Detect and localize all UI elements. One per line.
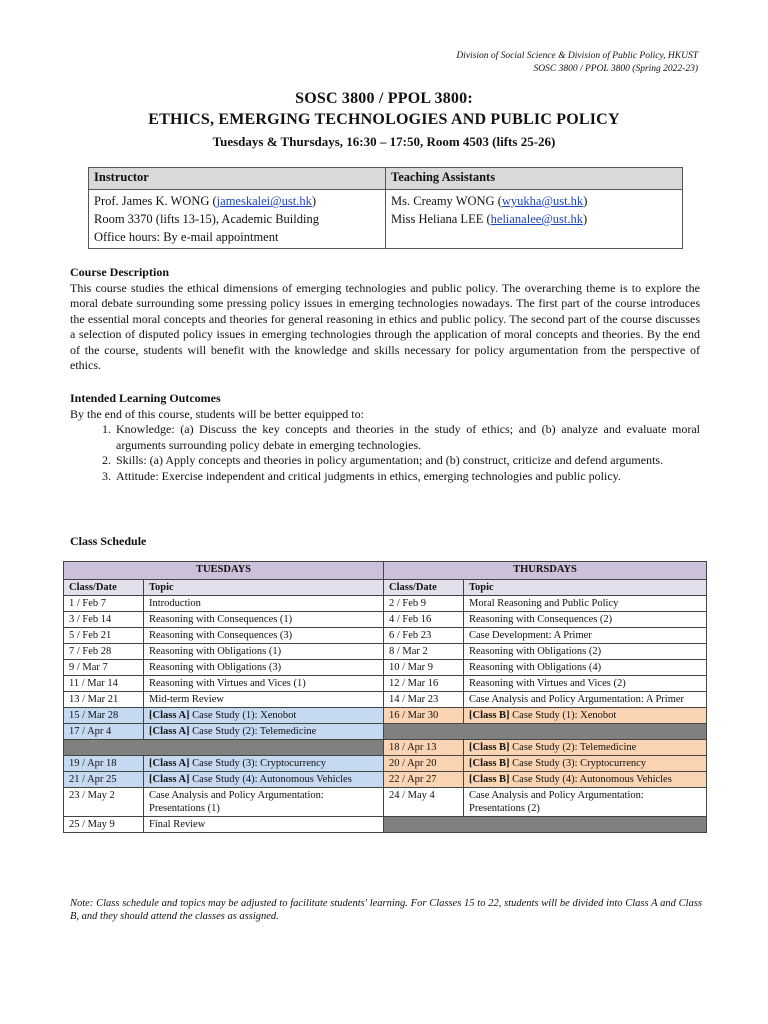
thu-topic: Reasoning with Consequences (2)	[464, 612, 707, 628]
table-row	[64, 772, 707, 788]
topic-text: Case Study (4): Autonomous Vehicles	[189, 774, 352, 785]
class-schedule-title: Class Schedule	[70, 534, 147, 548]
thu-date: 14 / Mar 23	[384, 692, 464, 708]
tue-topic: Reasoning with Consequences (3)	[144, 628, 384, 644]
table-row	[64, 756, 707, 772]
no-class-cell	[384, 817, 707, 833]
class-a-tag: [Class A]	[149, 710, 190, 721]
instructor-hours: Office hours: By e-mail appointment	[94, 230, 279, 244]
class-a-tag: [Class A]	[149, 774, 190, 785]
schedule-note: Note: Class schedule and topics may be adjusted to facilitate students' learning. For Classes 15 to 22, students will be divided into Class A and Class B, and they should attend the classes as assigned.	[70, 898, 702, 922]
learning-outcomes	[70, 391, 700, 484]
thu-topic: Case Development: A Primer	[464, 628, 707, 644]
tue-date: 3 / Feb 14	[64, 612, 144, 628]
col-date: Class/Date	[64, 580, 144, 596]
col-topic: Topic	[144, 580, 384, 596]
tue-date: 11 / Mar 14	[64, 676, 144, 692]
tue-topic: Final Review	[144, 817, 384, 833]
tue-topic	[144, 724, 384, 740]
table-row	[64, 644, 707, 660]
thu-date: 16 / Mar 30	[384, 708, 464, 724]
class-schedule-table	[63, 561, 707, 833]
course-description-text: This course studies the ethical dimensions of emerging technologies and public policy. The overarching theme is to explore the moral debate surrounding some pressing policy issues in emerging technologies nowadays. The first part of the course introduces the essential moral concepts and theories for general reasoning in ethics and public policy. The second part of the course discusses a selection of disputed policy issues in emerging technologies through the application of moral concepts and theories. By the end of the course, students will benefit with the knowledge and skills necessary for policy argumentation from the perspective of ethics.	[70, 280, 700, 372]
topic-text: Case Study (1): Xenobot	[509, 710, 617, 721]
tue-topic: Mid-term Review	[144, 692, 384, 708]
outcome-item: 3. Attitude: Exercise independent and critical judgments in ethics, emerging technologies and public policy.	[114, 469, 700, 485]
class-b-tag: [Class B]	[469, 710, 510, 721]
no-class-cell	[384, 724, 707, 740]
thu-topic	[464, 708, 707, 724]
outcome-item: 1. Knowledge: (a) Discuss the key concepts and theories in the study of ethics; and (b) analyze and evaluate moral arguments surrounding policy debate in emerging technologies.	[114, 422, 700, 453]
topic-text: Case Study (2): Telemedicine	[189, 726, 317, 737]
class-b-tag: [Class B]	[469, 774, 510, 785]
tue-date: 23 / May 2	[64, 788, 144, 817]
thu-topic: Case Analysis and Policy Argumentation: A Primer	[464, 692, 707, 708]
tue-date: 17 / Apr 4	[64, 724, 144, 740]
thu-topic: Reasoning with Obligations (4)	[464, 660, 707, 676]
tue-date: 15 / Mar 28	[64, 708, 144, 724]
outcomes-list	[70, 422, 700, 484]
tue-topic: Reasoning with Obligations (3)	[144, 660, 384, 676]
tuesdays-header: TUESDAYS	[64, 562, 384, 580]
table-row	[64, 708, 707, 724]
instructor-cell	[89, 190, 386, 249]
thu-topic	[464, 740, 707, 756]
class-schedule-title-wrap	[70, 534, 700, 550]
tue-date: 5 / Feb 21	[64, 628, 144, 644]
table-row	[64, 724, 707, 740]
thu-date: 22 / Apr 27	[384, 772, 464, 788]
thu-date: 10 / Mar 9	[384, 660, 464, 676]
instructor-room: Room 3370 (lifts 13-15), Academic Building	[94, 212, 319, 226]
tue-date: 25 / May 9	[64, 817, 144, 833]
ta2-line	[391, 210, 677, 228]
page-header	[456, 50, 698, 76]
table-row	[64, 692, 707, 708]
thu-topic: Moral Reasoning and Public Policy	[464, 596, 707, 612]
course-code: SOSC 3800 / PPOL 3800:	[295, 90, 473, 107]
instructor-line	[94, 192, 380, 210]
table-row	[64, 628, 707, 644]
course-time: Tuesdays & Thursdays, 16:30 – 17:50, Room 4503 (lifts 25-26)	[212, 134, 556, 149]
thursdays-header: THURSDAYS	[384, 562, 707, 580]
ta1-name: Ms. Creamy WONG (	[391, 194, 502, 208]
table-row	[64, 596, 707, 612]
topic-text: Case Study (1): Xenobot	[189, 710, 297, 721]
header-division: Division of Social Science & Division of Public Policy, HKUST	[456, 51, 698, 61]
tue-date: 19 / Apr 18	[64, 756, 144, 772]
tue-date: 13 / Mar 21	[64, 692, 144, 708]
class-b-tag: [Class B]	[469, 742, 510, 753]
tue-topic: Case Analysis and Policy Argumentation: Presentations (1)	[144, 788, 384, 817]
table-row	[64, 817, 707, 833]
tue-topic	[144, 772, 384, 788]
tue-date: 9 / Mar 7	[64, 660, 144, 676]
thu-date: 2 / Feb 9	[384, 596, 464, 612]
table-row	[64, 676, 707, 692]
thu-topic: Reasoning with Obligations (2)	[464, 644, 707, 660]
table-row	[64, 612, 707, 628]
tue-topic: Reasoning with Virtues and Vices (1)	[144, 676, 384, 692]
learning-outcomes-intro: By the end of this course, students will be better equipped to:	[70, 406, 364, 421]
tue-topic: Reasoning with Obligations (1)	[144, 644, 384, 660]
class-b-tag: [Class B]	[469, 758, 510, 769]
ta-header: Teaching Assistants	[386, 168, 683, 190]
outcome-item: 2. Skills: (a) Apply concepts and theories in policy argumentation; and (b) construct, criticize and defend arguments.	[114, 453, 700, 469]
learning-outcomes-title: Intended Learning Outcomes	[70, 391, 221, 405]
thu-topic	[464, 772, 707, 788]
table-row	[64, 788, 707, 817]
instructor-name: Prof. James K. WONG (	[94, 194, 217, 208]
thu-topic: Case Analysis and Policy Argumentation: Presentations (2)	[464, 788, 707, 817]
topic-text: Case Study (3): Cryptocurrency	[509, 758, 647, 769]
course-title	[0, 88, 768, 130]
col-topic: Topic	[464, 580, 707, 596]
tue-topic: Introduction	[144, 596, 384, 612]
thu-date: 20 / Apr 20	[384, 756, 464, 772]
header-course: SOSC 3800 / PPOL 3800 (Spring 2022-23)	[533, 64, 698, 74]
ta2-name: Miss Heliana LEE (	[391, 212, 491, 226]
class-a-tag: [Class A]	[149, 726, 190, 737]
thu-topic: Reasoning with Virtues and Vices (2)	[464, 676, 707, 692]
thu-date: 18 / Apr 13	[384, 740, 464, 756]
table-row	[64, 660, 707, 676]
thu-date: 4 / Feb 16	[384, 612, 464, 628]
staff-table	[88, 167, 683, 249]
paren: )	[311, 194, 317, 208]
ta1-email-link[interactable]: wyukha@ust.hk	[501, 194, 584, 208]
thu-date: 24 / May 4	[384, 788, 464, 817]
topic-text: Case Study (4): Autonomous Vehicles	[509, 774, 672, 785]
ta1-line	[391, 192, 677, 210]
class-a-tag: [Class A]	[149, 758, 190, 769]
course-description	[70, 265, 700, 374]
paren: )	[583, 194, 588, 208]
tue-topic	[144, 756, 384, 772]
no-class-cell	[64, 740, 384, 756]
course-name: ETHICS, EMERGING TECHNOLOGIES AND PUBLIC POLICY	[148, 111, 620, 128]
ta-cell	[386, 190, 683, 249]
table-row	[64, 740, 707, 756]
paren: )	[583, 212, 588, 226]
tue-topic: Reasoning with Consequences (1)	[144, 612, 384, 628]
tue-date: 21 / Apr 25	[64, 772, 144, 788]
tue-date: 7 / Feb 28	[64, 644, 144, 660]
instructor-email-link[interactable]: jameskalei@ust.hk	[216, 194, 312, 208]
thu-date: 12 / Mar 16	[384, 676, 464, 692]
thu-topic	[464, 756, 707, 772]
course-description-title: Course Description	[70, 265, 169, 279]
tue-topic	[144, 708, 384, 724]
topic-text: Case Study (2): Telemedicine	[509, 742, 637, 753]
ta2-email-link[interactable]: helianalee@ust.hk	[490, 212, 584, 226]
col-date: Class/Date	[384, 580, 464, 596]
tue-date: 1 / Feb 7	[64, 596, 144, 612]
instructor-header: Instructor	[89, 168, 386, 190]
topic-text: Case Study (3): Cryptocurrency	[189, 758, 327, 769]
thu-date: 6 / Feb 23	[384, 628, 464, 644]
thu-date: 8 / Mar 2	[384, 644, 464, 660]
